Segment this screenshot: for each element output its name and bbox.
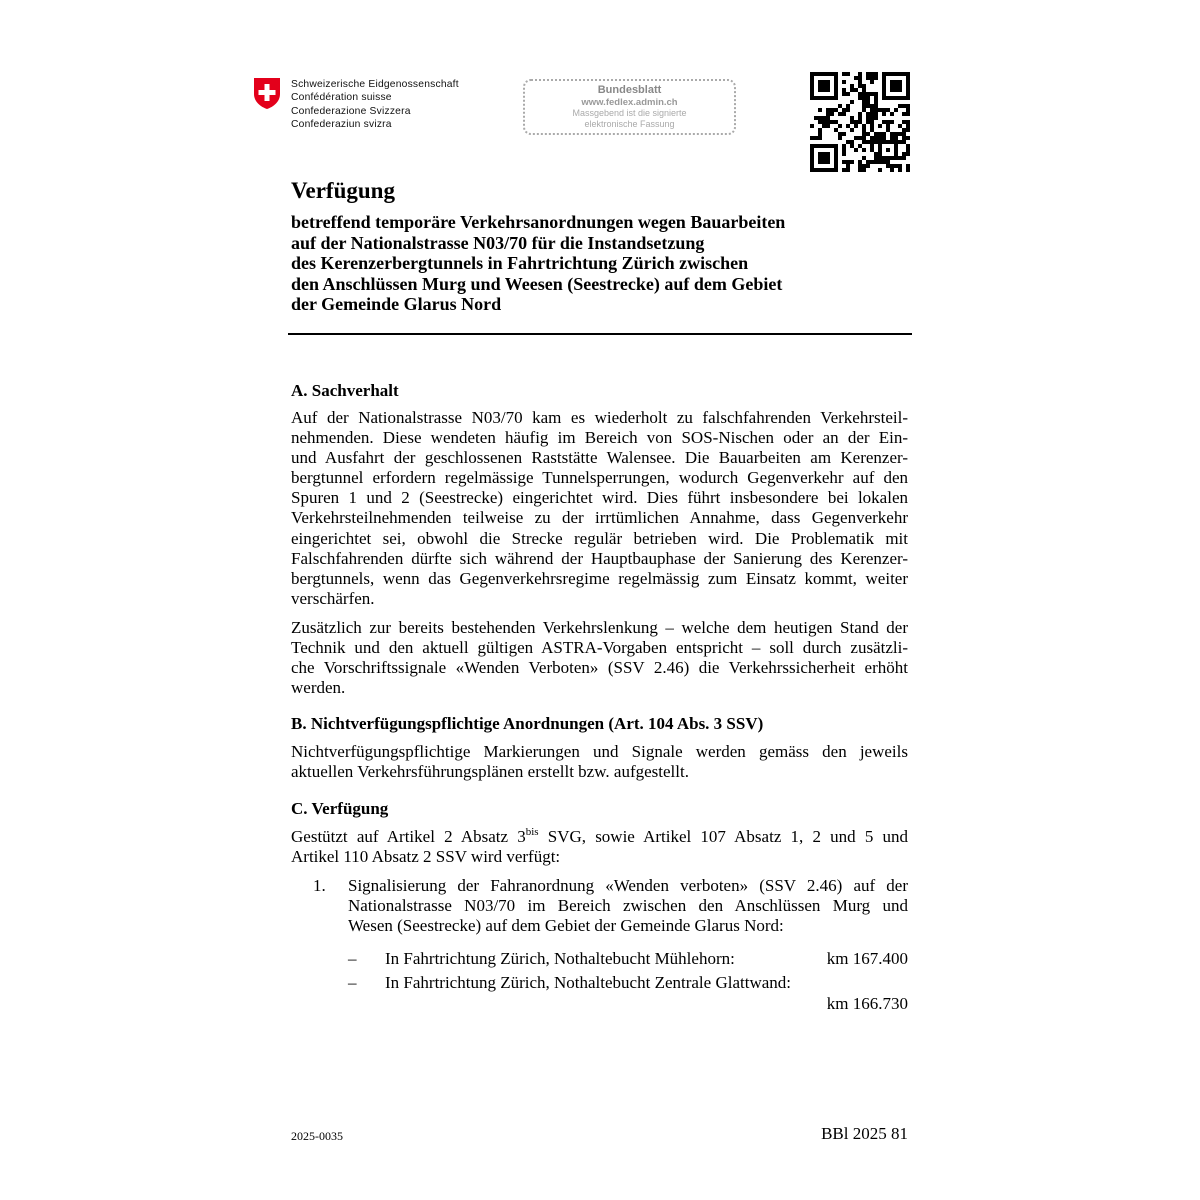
subitem-label: In Fahrtrichtung Zürich, Nothaltebucht Zentrale Glattwand: — [385, 973, 791, 992]
paragraph-line — [291, 827, 908, 847]
confederation-name-de: Schweizerische Eidgenossenschaft — [291, 79, 459, 90]
bundesblatt-stamp — [523, 79, 736, 135]
order-item-line: Wesen (Seestrecke) auf dem Gebiet der Gemeinde Glarus Nord: — [348, 916, 784, 936]
document-subtitle — [291, 212, 891, 315]
paragraph-line: werden. — [291, 678, 346, 698]
subitem-dash: – — [348, 949, 357, 968]
subtitle-line: der Gemeinde Glarus Nord — [291, 294, 502, 314]
footer-reference: BBl 2025 81 — [821, 1124, 908, 1143]
section-c-heading: C. Verfügung — [291, 799, 389, 818]
subtitle-line: auf der Nationalstrasse N03/70 für die Instandsetzung — [291, 232, 705, 253]
order-item-number: 1. — [313, 876, 326, 895]
section-a-paragraph-1 — [291, 408, 908, 609]
paragraph-line: Technik und den aktuell gültigen ASTRA-Vorgaben entspricht – soll durch zusätzli- — [291, 638, 908, 658]
paragraph-line: Spuren 1 und 2 (Seestrecke) eingerichtet wird. Dies führt insbesondere bei lokalen — [291, 488, 908, 508]
swiss-cross-shield-icon — [253, 77, 281, 110]
confederation-name-rm: Confederaziun svizra — [291, 119, 392, 131]
section-a-paragraph-2 — [291, 618, 908, 698]
stamp-note-line-2: elektronische Fassung — [584, 119, 675, 129]
intro-superscript: bis — [525, 826, 539, 838]
paragraph-line: bergtunnels, wenn das Gegenverkehrsregime regelmässig zum Einsatz kommt, weiter — [291, 568, 908, 588]
title-divider — [288, 333, 912, 335]
paragraph-line: Nichtverfügungspflichtige Markierungen und Signale werden gemäss den jeweils — [291, 742, 908, 761]
order-subitem — [291, 973, 908, 1017]
intro-text-a: Gestützt auf Artikel 2 Absatz 3 — [291, 827, 526, 846]
paragraph-line: bergtunnel erfordern regelmässige Tunnelsperrungen, wodurch Gegenverkehr auf den — [291, 468, 908, 488]
paragraph-line: Artikel 110 Absatz 2 SSV wird verfügt: — [291, 847, 561, 867]
footer-document-id: 2025-0035 — [291, 1129, 343, 1143]
paragraph-line: Zusätzlich zur bereits bestehenden Verkehrslenkung – welche dem heutigen Stand der — [291, 618, 908, 637]
paragraph-line: Falschfahrenden dürfte sich während der Hauptbauphase der Sanierung des Kerenzer- — [291, 548, 908, 568]
order-item-1 — [291, 876, 908, 938]
paragraph-line: nehmenden. Diese wendeten häufig im Bereich von SOS-Nischen oder an der Ein- — [291, 428, 908, 448]
section-b-heading: B. Nichtverfügungspflichtige Anordnungen (Art. 104 Abs. 3 SSV) — [291, 714, 764, 733]
document-title: Verfügung — [291, 178, 395, 203]
order-item-line: Signalisierung der Fahranordnung «Wenden verboten» (SSV 2.46) auf der — [348, 876, 908, 895]
paragraph-line: eingerichtet sei, obwohl die Strecke regulär betrieben wird. Die Problematik mit — [291, 528, 908, 548]
subitem-value: km 167.400 — [826, 949, 908, 968]
order-item-text — [348, 876, 908, 936]
order-subitem — [291, 949, 908, 971]
subtitle-line: den Anschlüssen Murg und Weesen (Seestrecke) auf dem Gebiet — [291, 273, 783, 294]
section-b-paragraph — [291, 742, 908, 782]
confederation-names — [291, 78, 459, 132]
subitem-value: km 166.730 — [826, 994, 908, 1013]
stamp-url: www.fedlex.admin.ch — [581, 97, 678, 108]
paragraph-line: verschärfen. — [291, 588, 375, 608]
stamp-note-line-1: Massgebend ist die signierte — [572, 108, 687, 118]
section-c-intro — [291, 827, 908, 867]
section-a-heading: A. Sachverhalt — [291, 381, 399, 400]
subitem-dash: – — [348, 973, 357, 992]
confederation-name-fr: Confédération suisse — [291, 92, 392, 104]
subtitle-line: des Kerenzerbergtunnels in Fahrtrichtung Zürich zwischen — [291, 253, 749, 273]
subtitle-line: betreffend temporäre Verkehrsanordnungen wegen Bauarbeiten — [291, 212, 786, 232]
paragraph-line: Auf der Nationalstrasse N03/70 kam es wiederholt zu falschfahrenden Verkehrsteil- — [291, 408, 908, 427]
qr-code-icon — [810, 72, 910, 172]
confederation-name-it: Confederazione Svizzera — [291, 105, 411, 117]
paragraph-line: und Ausfahrt der geschlossenen Raststätte Walensee. Die Bauarbeiten am Kerenzer- — [291, 448, 908, 468]
intro-text-b: SVG, sowie Artikel 107 Absatz 1, 2 und 5 und — [538, 827, 909, 846]
paragraph-line: Verkehrsteilnehmenden teilweise zu der irrtümlichen Annahme, dass Gegenverkehr — [291, 508, 908, 528]
stamp-title: Bundesblatt — [597, 84, 662, 96]
paragraph-line: che Vorschriftssignale «Wenden Verboten» (SSV 2.46) die Verkehrssicherheit erhöht — [291, 658, 908, 678]
order-item-line: Nationalstrasse N03/70 im Bereich zwischen den Anschlüssen Murg und — [348, 896, 908, 916]
paragraph-line: aktuellen Verkehrsführungsplänen erstellt bzw. aufgestellt. — [291, 762, 689, 782]
subitem-label: In Fahrtrichtung Zürich, Nothaltebucht Mühlehorn: — [385, 949, 735, 968]
